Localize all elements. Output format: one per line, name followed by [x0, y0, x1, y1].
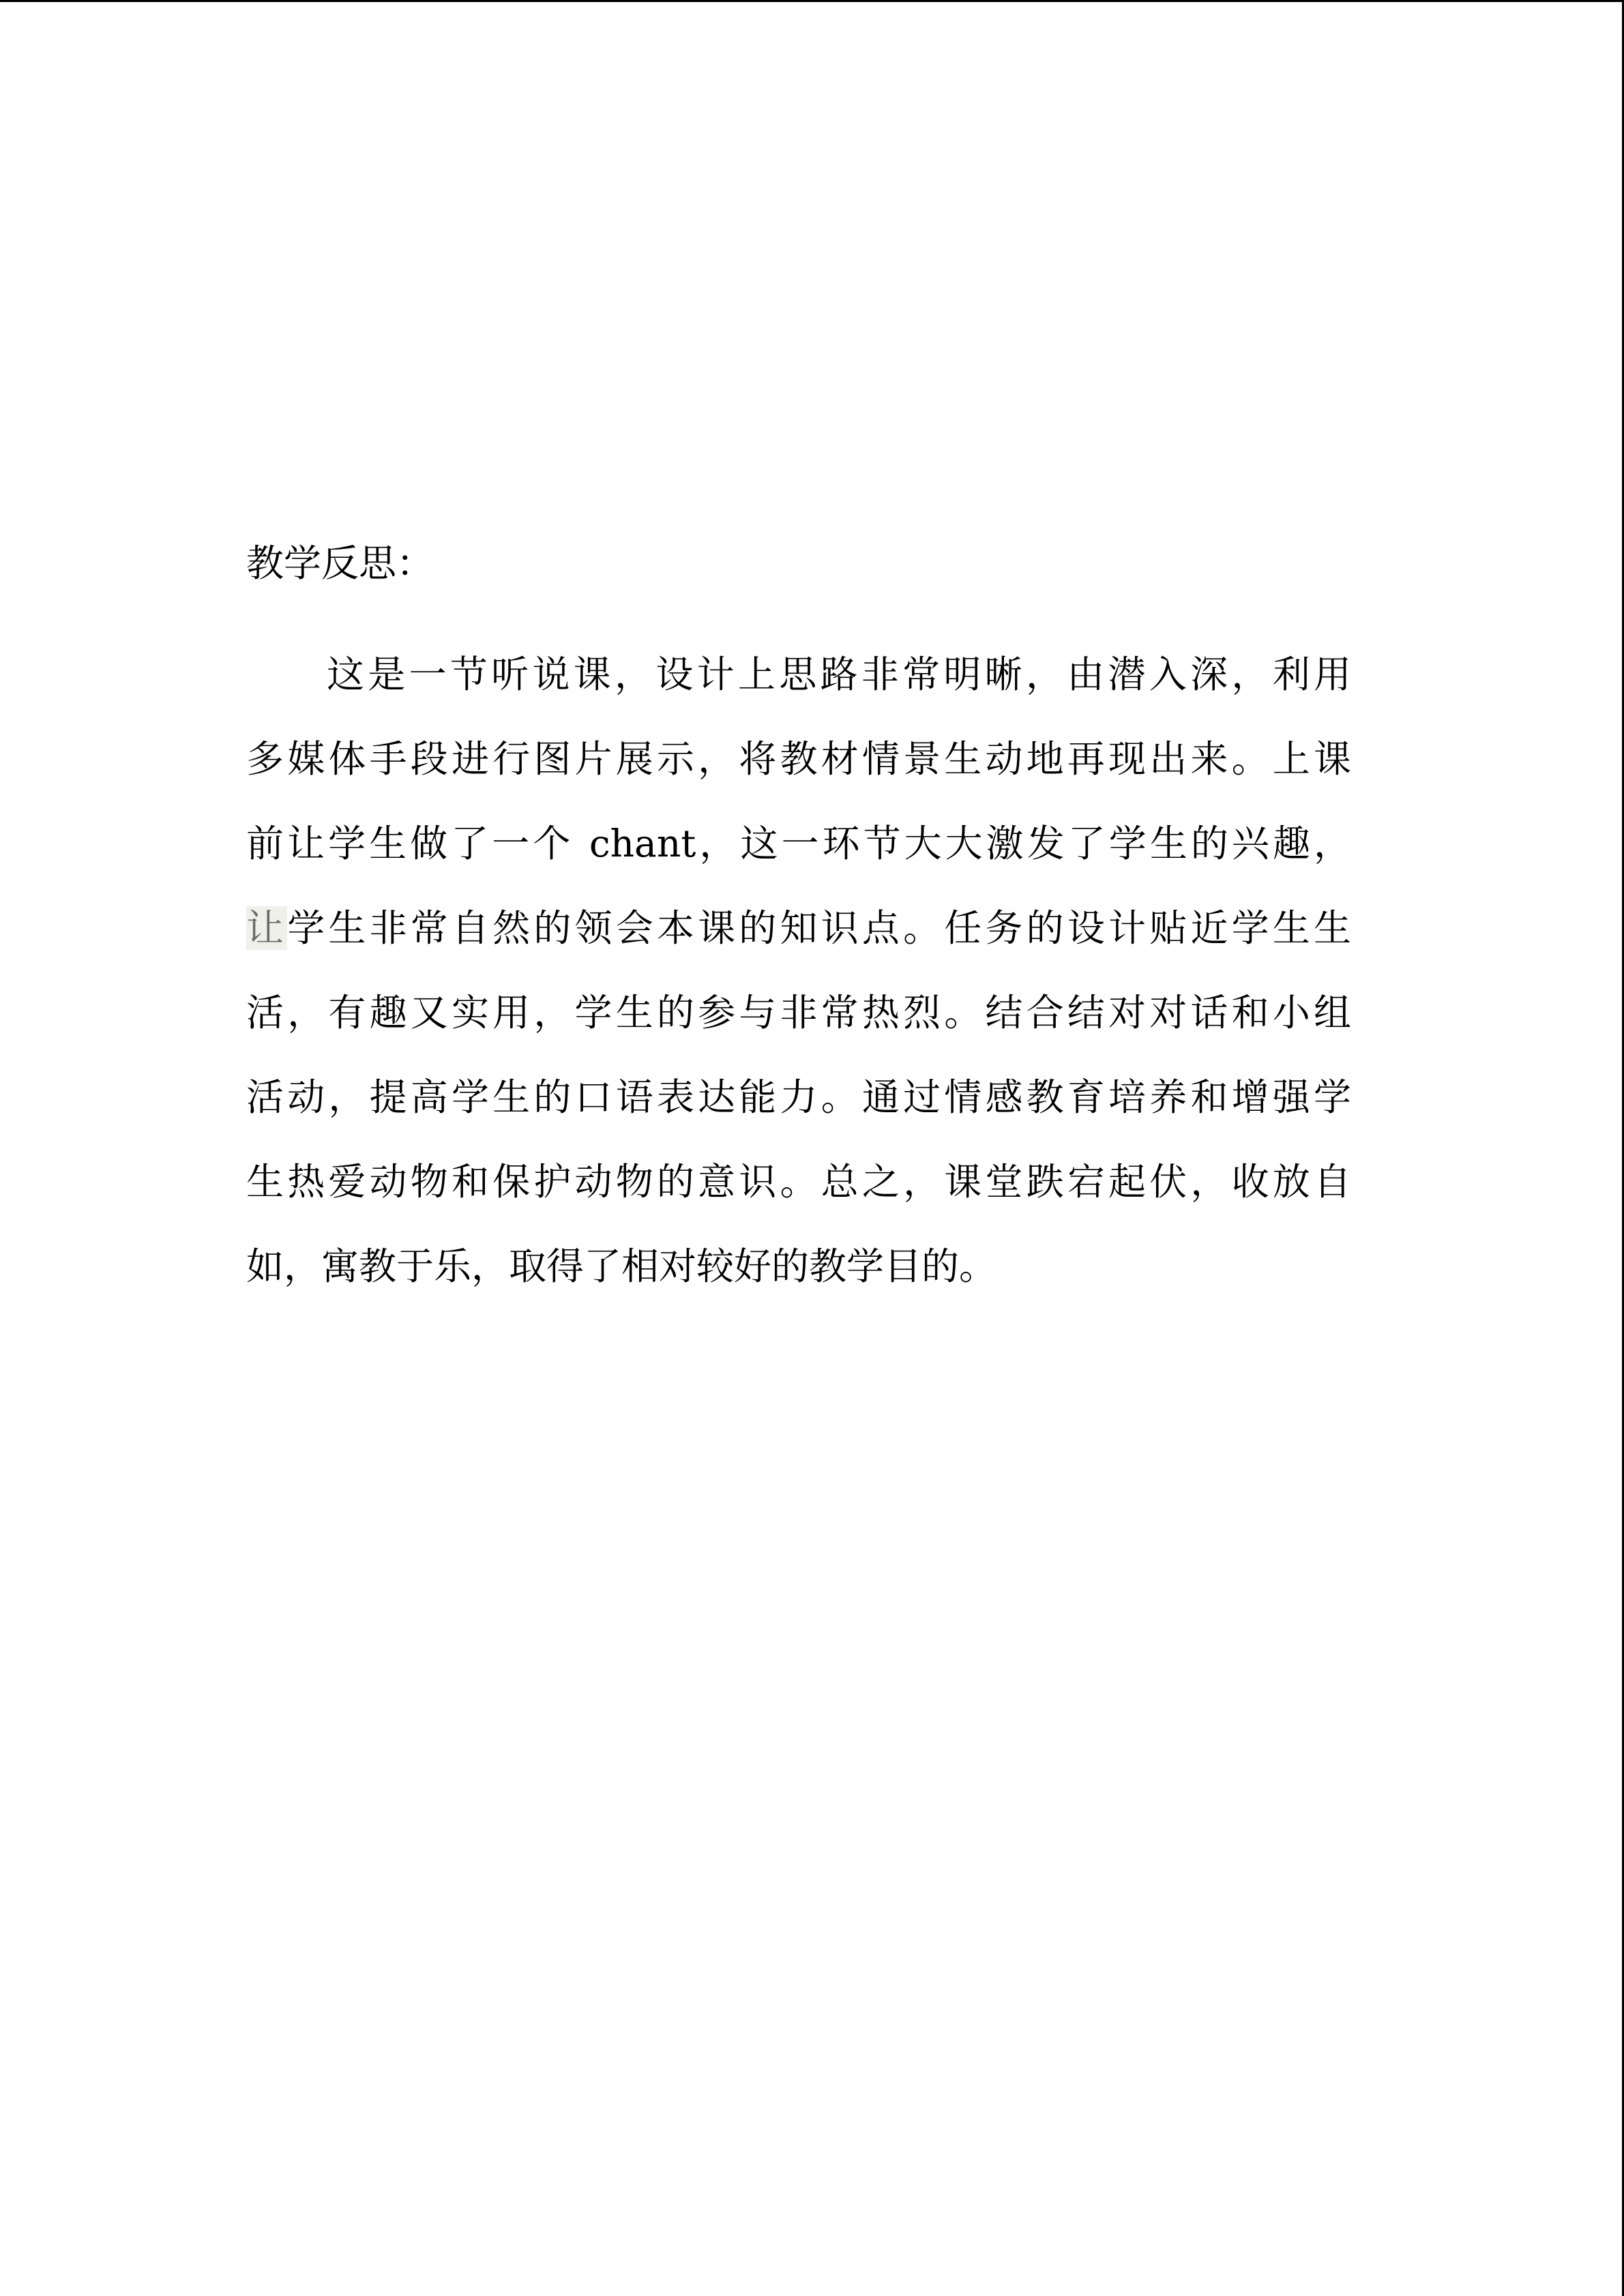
- paragraph-line: 活，有趣又实用，学生的参与非常热烈。结合结对对话和小组: [246, 991, 1351, 1034]
- paragraph-line: 活动，提高学生的口语表达能力。通过情感教育培养和增强学: [246, 1075, 1351, 1119]
- paragraph-line: 多媒体手段进行图片展示，将教材情景生动地再现出来。上课: [246, 737, 1351, 781]
- reflection-paragraph: [246, 647, 1351, 1324]
- paragraph-line-rest: 学生非常自然的领会本课的知识点。任务的设计贴近学生生: [287, 906, 1351, 950]
- highlighted-character: 让: [246, 906, 288, 950]
- paragraph-line: 前让学生做了一个 chant，这一环节大大激发了学生的兴趣，: [246, 822, 1351, 865]
- paragraph-line: [246, 901, 1351, 985]
- paragraph-line: 生热爱动物和保护动物的意识。总之，课堂跌宕起伏，收放自: [246, 1160, 1351, 1204]
- paragraph-line: 这是一节听说课，设计上思路非常明晰，由潜入深，利用: [327, 653, 1351, 696]
- section-heading: 教学反思：: [246, 541, 434, 585]
- paragraph-line: 如，寓教于乐，取得了相对较好的教学目的。: [246, 1244, 997, 1288]
